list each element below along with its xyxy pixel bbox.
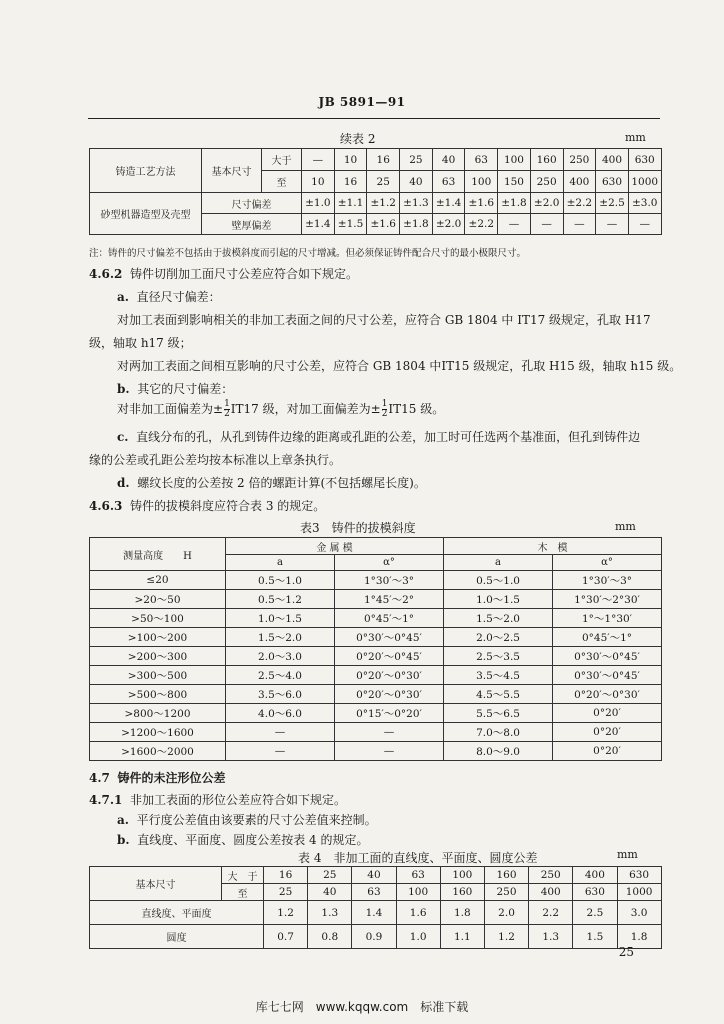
table2-gt-cell: 16 xyxy=(367,149,400,171)
table2-wall-dev-cell: ±1.8 xyxy=(400,214,433,235)
section-text: 铸件的拔模斜度应符合表 3 的规定。 xyxy=(130,499,326,513)
table4-unit: mm xyxy=(617,848,638,861)
item-label: d. xyxy=(117,476,130,490)
table4-to-cell: 160 xyxy=(440,884,484,901)
table4-roundness-cell: 1.8 xyxy=(617,925,661,949)
table3-cell-wa: 5.5～6.5 xyxy=(444,704,553,723)
table4-flatness-cell: 2.5 xyxy=(573,901,617,925)
table3 xyxy=(89,537,662,761)
table3-cell-h: >200～300 xyxy=(90,647,226,666)
table2-unit: mm xyxy=(625,131,646,144)
table2-dim-dev-cell: ±2.5 xyxy=(596,193,629,214)
table4-roundness-cell: 1.3 xyxy=(529,925,573,949)
item-label: a. xyxy=(117,290,129,304)
table2-wall-dev-cell: — xyxy=(596,214,629,235)
table3-cell-ma: 1.5～2.0 xyxy=(226,628,335,647)
table2-dim-dev-cell: ±3.0 xyxy=(628,193,661,214)
table3-cell-malpha: 0°20′～0°30′ xyxy=(335,666,444,685)
table3-cell-walpha: 0°45′～1° xyxy=(553,628,662,647)
table4-roundness-cell: 0.9 xyxy=(352,925,396,949)
table3-cell-h: >300～500 xyxy=(90,666,226,685)
item-label: a. xyxy=(117,813,129,827)
table2-wall-dev-cell: ±1.4 xyxy=(302,214,335,235)
formula-text: IT15 级。 xyxy=(388,402,445,416)
table2-dim-dev-cell: ±1.4 xyxy=(432,193,465,214)
table3-cell-ma: — xyxy=(226,723,335,742)
table3-cell-wa: 8.0～9.0 xyxy=(444,742,553,761)
table2-wall-dev-cell: ±2.2 xyxy=(465,214,498,235)
section-4-6-2 xyxy=(89,265,358,282)
table3-height-label: 测量高度 H xyxy=(90,538,226,571)
item-c xyxy=(117,428,640,445)
table4-gt-cell: 25 xyxy=(308,867,352,884)
table2-to-cell: 1000 xyxy=(628,171,661,193)
table3-row xyxy=(90,666,662,685)
table2-to-cell: 630 xyxy=(596,171,629,193)
table4-gt-cell: 63 xyxy=(396,867,440,884)
table4-to-label: 至 xyxy=(222,884,264,901)
item-text: 直线分布的孔，从孔到铸件边缘的距离或孔距的公差，加工时可任选两个基准面，但孔到铸件边 xyxy=(136,430,641,444)
item-label: b. xyxy=(117,833,130,847)
table2-gt-cell: 25 xyxy=(400,149,433,171)
table2-dim-dev-cell: ±1.0 xyxy=(302,193,335,214)
table2-to-cell: 40 xyxy=(400,171,433,193)
table2-gt-cell: 250 xyxy=(563,149,596,171)
table2-to-cell: 150 xyxy=(498,171,531,193)
table4-roundness-cell: 0.7 xyxy=(264,925,308,949)
formula-line xyxy=(117,400,444,419)
item-text: 平行度公差值由该要素的尺寸公差值来控制。 xyxy=(136,813,377,827)
table3-row xyxy=(90,742,662,761)
table3-cell-wa: 3.5～4.5 xyxy=(444,666,553,685)
table4-gt-cell: 250 xyxy=(529,867,573,884)
table3-row xyxy=(90,628,662,647)
table3-cell-malpha: 0°20′～0°45′ xyxy=(335,647,444,666)
table2-wall-dev-cell: — xyxy=(563,214,596,235)
table4-to-cell: 63 xyxy=(352,884,396,901)
table3-cell-h: >1200～1600 xyxy=(90,723,226,742)
table3-cell-malpha: 1°30′～3° xyxy=(335,571,444,590)
table4-roundness-cell: 1.2 xyxy=(484,925,528,949)
table3-cell-ma: 0.5～1.0 xyxy=(226,571,335,590)
item-a xyxy=(117,288,221,305)
table3-cell-ma: 2.5～4.0 xyxy=(226,666,335,685)
table3-cell-ma: 4.0～6.0 xyxy=(226,704,335,723)
table2-dim-dev-cell: ±1.3 xyxy=(400,193,433,214)
table2-to-cell: 100 xyxy=(465,171,498,193)
fraction xyxy=(224,400,230,419)
table2-dim-dev-cell: ±2.0 xyxy=(530,193,563,214)
item-label: b. xyxy=(117,382,130,396)
table4-gt-cell: 400 xyxy=(573,867,617,884)
item-text: 其它的尺寸偏差： xyxy=(137,382,234,396)
table4-flatness-cell: 2.2 xyxy=(529,901,573,925)
item-a xyxy=(117,811,377,828)
table4-gt-cell: 100 xyxy=(440,867,484,884)
table3-cell-h: >500～800 xyxy=(90,685,226,704)
formula-text: IT17 级，对加工面偏差为± xyxy=(230,402,381,416)
table4-to-cell: 400 xyxy=(529,884,573,901)
paragraph-line: 对两加工表面之间相互影响的尺寸公差，应符合 GB 1804 中IT15 级规定，孔取 H15 级，轴取 h15 级。 xyxy=(117,359,682,373)
page-number: 25 xyxy=(618,945,634,959)
table4-to-cell: 25 xyxy=(264,884,308,901)
table4-to-cell: 1000 xyxy=(617,884,661,901)
table3-wood-a-header: a xyxy=(444,555,553,571)
table3-cell-walpha: 0°20′ xyxy=(553,742,662,761)
table2-wall-dev-cell: ±1.6 xyxy=(367,214,400,235)
table3-row xyxy=(90,685,662,704)
table3-cell-h: >1600～2000 xyxy=(90,742,226,761)
section-number: 4.6.2 xyxy=(89,267,123,281)
section-4-6-3 xyxy=(89,497,325,514)
paragraph-line: 级，轴取 h17 级； xyxy=(89,336,192,350)
table2-gt-cell: 63 xyxy=(465,149,498,171)
header-rule xyxy=(88,118,660,119)
table4-flatness-cell: 3.0 xyxy=(617,901,661,925)
item-b xyxy=(117,380,233,397)
table4-roundness-cell: 0.8 xyxy=(308,925,352,949)
table4-roundness-cell: 1.1 xyxy=(440,925,484,949)
table4-gt-label: 大 于 xyxy=(222,867,264,884)
table3-cell-h: >20～50 xyxy=(90,590,226,609)
item-text: 螺纹长度的公差按 2 倍的螺距计算(不包括螺尾长度)。 xyxy=(137,476,426,490)
table3-row xyxy=(90,647,662,666)
table2-wall-dev-cell: — xyxy=(628,214,661,235)
item-label: c. xyxy=(117,430,129,444)
table3-row xyxy=(90,723,662,742)
fraction-denominator: 2 xyxy=(381,409,388,419)
table4-gt-cell: 40 xyxy=(352,867,396,884)
table4-flatness-cell: 2.0 xyxy=(484,901,528,925)
table2-to-label: 至 xyxy=(262,171,302,193)
table3-wood-mold-header: 木 模 xyxy=(444,538,662,555)
table3-cell-ma: — xyxy=(226,742,335,761)
table3-cell-walpha: 0°20′ xyxy=(553,704,662,723)
table4-to-cell: 40 xyxy=(308,884,352,901)
table2-gt-label: 大于 xyxy=(262,149,302,171)
table4-gt-cell: 630 xyxy=(617,867,661,884)
table3-cell-walpha: 1°30′～3° xyxy=(553,571,662,590)
table2-gt-cell: 400 xyxy=(596,149,629,171)
paragraph-line: 缘的公差或孔距公差均按本标准以上章条执行。 xyxy=(89,453,342,467)
table2-dim-dev-cell: ±1.2 xyxy=(367,193,400,214)
fraction xyxy=(382,400,388,419)
section-text: 铸件切削加工面尺寸公差应符合如下规定。 xyxy=(130,267,359,281)
table4-gt-cell: 16 xyxy=(264,867,308,884)
table4-to-cell: 630 xyxy=(573,884,617,901)
table2-to-cell: 16 xyxy=(334,171,367,193)
table2-dim-dev-cell: ±1.6 xyxy=(465,193,498,214)
table3-cell-wa: 1.0～1.5 xyxy=(444,590,553,609)
table3-cell-h: >800～1200 xyxy=(90,704,226,723)
table3-cell-wa: 2.5～3.5 xyxy=(444,647,553,666)
table3-cell-walpha: 0°30′～0°45′ xyxy=(553,647,662,666)
table3-cell-walpha: 0°20′ xyxy=(553,723,662,742)
table3-cell-wa: 7.0～8.0 xyxy=(444,723,553,742)
section-number: 4.7.1 xyxy=(89,793,123,807)
table4-flatness-cell: 1.8 xyxy=(440,901,484,925)
section-text: 铸件的未注形位公差 xyxy=(117,771,226,785)
item-text: 直线度、平面度、圆度公差按表 4 的规定。 xyxy=(137,833,369,847)
table2-wall-dev-cell: ±1.5 xyxy=(334,214,367,235)
table2-wall-dev-label: 壁厚偏差 xyxy=(202,214,302,235)
table4-flatness-cell: 1.2 xyxy=(264,901,308,925)
table4 xyxy=(89,866,662,949)
section-text: 非加工表面的形位公差应符合如下规定。 xyxy=(130,793,347,807)
table3-cell-malpha: 1°45′～2° xyxy=(335,590,444,609)
table3-unit: mm xyxy=(615,520,636,533)
table3-cell-wa: 4.5～5.5 xyxy=(444,685,553,704)
table2-gt-cell: 40 xyxy=(432,149,465,171)
paragraph-line: 对加工表面到影响相关的非加工表面之间的尺寸公差，应符合 GB 1804 中 IT17 级规定，孔取 H17 xyxy=(117,313,651,327)
table4-to-cell: 250 xyxy=(484,884,528,901)
table2-to-cell: 10 xyxy=(302,171,335,193)
table3-cell-walpha: 1°～1°30′ xyxy=(553,609,662,628)
section-4-7 xyxy=(89,769,226,786)
table2-wall-dev-cell: — xyxy=(498,214,531,235)
table3-cell-walpha: 0°30′～0°45′ xyxy=(553,666,662,685)
table2-dim-dev-cell: ±1.8 xyxy=(498,193,531,214)
table3-cell-malpha: — xyxy=(335,723,444,742)
table3-cell-h: >100～200 xyxy=(90,628,226,647)
table3-cell-malpha: 0°20′～0°30′ xyxy=(335,685,444,704)
table3-cell-walpha: 0°20′～0°30′ xyxy=(553,685,662,704)
table3-cell-malpha: 0°30′～0°45′ xyxy=(335,628,444,647)
table2-process-label: 砂型机器造型及壳型 xyxy=(90,193,202,235)
table3-row xyxy=(90,609,662,628)
table2-gt-cell: 160 xyxy=(530,149,563,171)
table2-to-cell: 25 xyxy=(367,171,400,193)
item-text: 直径尺寸偏差： xyxy=(136,290,221,304)
table4-title: 表 4 非加工面的直线度、平面度、圆度公差 xyxy=(298,851,538,865)
table3-title: 表3 铸件的拔模斜度 xyxy=(300,521,416,535)
table4-roundness-cell: 1.0 xyxy=(396,925,440,949)
table3-row xyxy=(90,704,662,723)
table3-cell-wa: 1.5～2.0 xyxy=(444,609,553,628)
table3-cell-ma: 0.5～1.2 xyxy=(226,590,335,609)
table3-cell-wa: 2.0～2.5 xyxy=(444,628,553,647)
table2-dim-dev-cell: ±2.2 xyxy=(563,193,596,214)
fraction-numerator: 1 xyxy=(224,399,230,409)
table2-to-cell: 250 xyxy=(530,171,563,193)
table4-basic-size-label: 基本尺寸 xyxy=(90,867,222,901)
table2-title: 续表 2 xyxy=(340,132,376,146)
table2-gt-cell: 100 xyxy=(498,149,531,171)
formula-text: 对非加工面偏差为± xyxy=(117,402,224,416)
table4-roundness-label: 圆度 xyxy=(90,925,264,949)
standard-number: JB 5891—91 xyxy=(318,95,406,109)
table4-gt-cell: 160 xyxy=(484,867,528,884)
item-d xyxy=(117,474,426,491)
table2-dim-dev-label: 尺寸偏差 xyxy=(202,193,302,214)
table2 xyxy=(89,148,662,235)
table3-cell-malpha: — xyxy=(335,742,444,761)
table2-wall-dev-cell: ±2.0 xyxy=(432,214,465,235)
table2-wall-dev-cell: — xyxy=(530,214,563,235)
table3-row xyxy=(90,590,662,609)
table4-roundness-cell: 1.5 xyxy=(573,925,617,949)
table2-dim-dev-cell: ±1.1 xyxy=(334,193,367,214)
fraction-denominator: 2 xyxy=(224,409,230,419)
table4-flatness-label: 直线度、平面度 xyxy=(90,901,264,925)
table3-metal-alpha-header: α° xyxy=(335,555,444,571)
table3-cell-malpha: 0°15′～0°20′ xyxy=(335,704,444,723)
section-number: 4.7 xyxy=(89,771,110,785)
table3-metal-mold-header: 金 属 模 xyxy=(226,538,444,555)
table2-to-cell: 400 xyxy=(563,171,596,193)
table4-flatness-cell: 1.3 xyxy=(308,901,352,925)
table2-method-label: 铸造工艺方法 xyxy=(90,149,202,193)
table2-gt-cell: — xyxy=(302,149,335,171)
table3-wood-alpha-header: α° xyxy=(553,555,662,571)
table4-flatness-cell: 1.4 xyxy=(352,901,396,925)
table3-row xyxy=(90,571,662,590)
table3-cell-malpha: 0°45′～1° xyxy=(335,609,444,628)
table2-note: 注：铸件的尺寸偏差不包括由于拔模斜度而引起的尺寸增减。但必须保证铸件配合尺寸的最小极限尺寸。 xyxy=(89,248,527,259)
fraction-numerator: 1 xyxy=(381,399,388,409)
table3-cell-h: ≤20 xyxy=(90,571,226,590)
table2-to-cell: 63 xyxy=(432,171,465,193)
table3-cell-h: >50～100 xyxy=(90,609,226,628)
table4-to-cell: 100 xyxy=(396,884,440,901)
footer-watermark: 库七七网 www.kqqw.com 标准下载 xyxy=(255,1000,469,1014)
table2-gt-cell: 630 xyxy=(628,149,661,171)
section-number: 4.6.3 xyxy=(89,499,123,513)
table2-basic-size-label: 基本尺寸 xyxy=(202,149,262,193)
section-4-7-1 xyxy=(89,791,346,808)
table2-gt-cell: 10 xyxy=(334,149,367,171)
table3-cell-ma: 2.0～3.0 xyxy=(226,647,335,666)
table3-cell-ma: 1.0～1.5 xyxy=(226,609,335,628)
table3-cell-wa: 0.5～1.0 xyxy=(444,571,553,590)
table4-flatness-cell: 1.6 xyxy=(396,901,440,925)
table3-cell-ma: 3.5～6.0 xyxy=(226,685,335,704)
table3-metal-a-header: a xyxy=(226,555,335,571)
item-b xyxy=(117,831,368,848)
table3-cell-walpha: 1°30′～2°30′ xyxy=(553,590,662,609)
